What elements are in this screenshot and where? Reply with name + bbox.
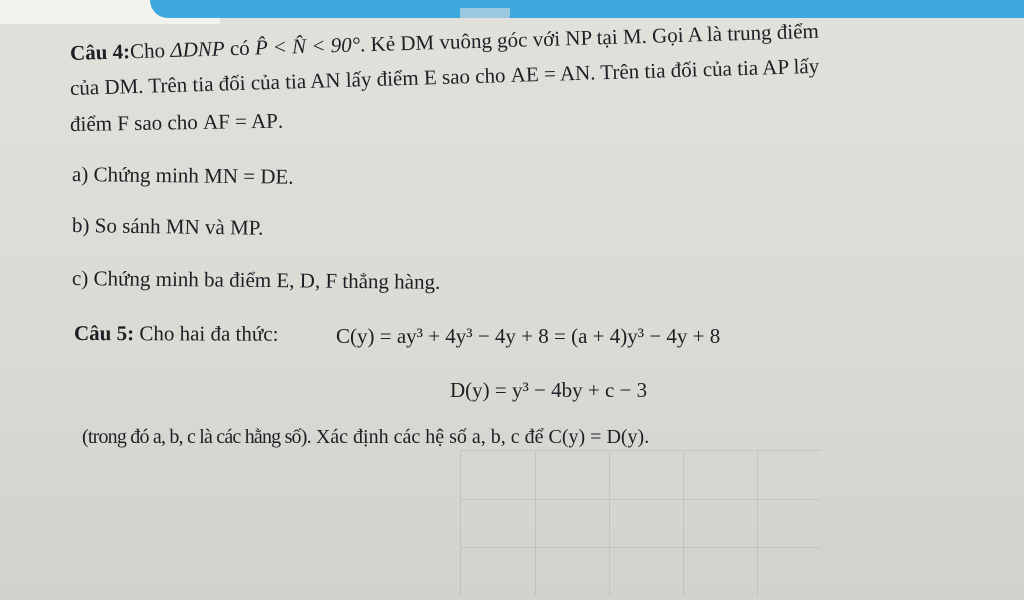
c-polynomial [336,324,720,348]
question-4-text: . [277,108,284,133]
question-4-text: của DM. Trên tia đối của tia AN lấy điểm E sao cho [69,62,512,100]
header-detail [460,8,510,18]
triangle-name: ΔDNP [169,36,225,63]
question-4-text: . Trên tia đối của tia AP lấy [589,53,820,85]
equation-af-ap: AF = AP [202,108,279,134]
question-4-part-a [72,162,294,189]
question-4-text: điểm F sao cho [69,109,204,136]
angle-condition: P̂ < N̂ < 90° [254,32,361,60]
question-5-line-3 [82,426,649,449]
question-5-title: Câu 5: [73,321,135,346]
question-4-part-c [72,266,441,294]
blue-header-strip [150,0,1024,18]
grid-line [461,499,821,500]
question-5-line-1 [74,321,279,346]
d-formula: D(y) = y³ − 4by + c − 3 [450,378,648,402]
d-polynomial [450,378,647,402]
part-b-text: b) So sánh MN và MP. [71,213,264,240]
grid-line [461,547,821,548]
c-formula: C(y) = ay³ + 4y³ − 4y + 8 = (a + 4)y³ − 4y + 8 [336,324,721,348]
question-5-task: Xác định các hệ số a, b, c để C(y) = D(y). [310,426,650,448]
question-4-line-3 [70,109,283,136]
grid-line [757,451,758,596]
equation-mn-de: MN = DE [203,163,289,189]
constants-note: (trong đó a, b, c là các hằng số). [82,426,311,448]
faint-background-grid [460,450,821,596]
question-4-text: . Kẻ DM vuông góc với NP tại M. Gọi A là trung điểm [359,18,820,57]
part-a-text: . [288,164,294,189]
question-4-text: Cho [129,38,171,64]
grid-line [683,451,684,596]
question-4-title: Câu 4: [69,39,131,65]
grid-line [535,451,536,596]
question-4-part-b [72,213,264,240]
question-4-text: có [224,35,256,61]
equation-ae-an: AE = AN [510,60,591,87]
grid-line [609,451,610,596]
part-c-text: c) Chứng minh ba điểm E, D, F thẳng hàng. [71,266,441,294]
part-a-text: a) Chứng minh [71,162,205,188]
question-5-intro: Cho hai đa thức: [134,321,279,346]
